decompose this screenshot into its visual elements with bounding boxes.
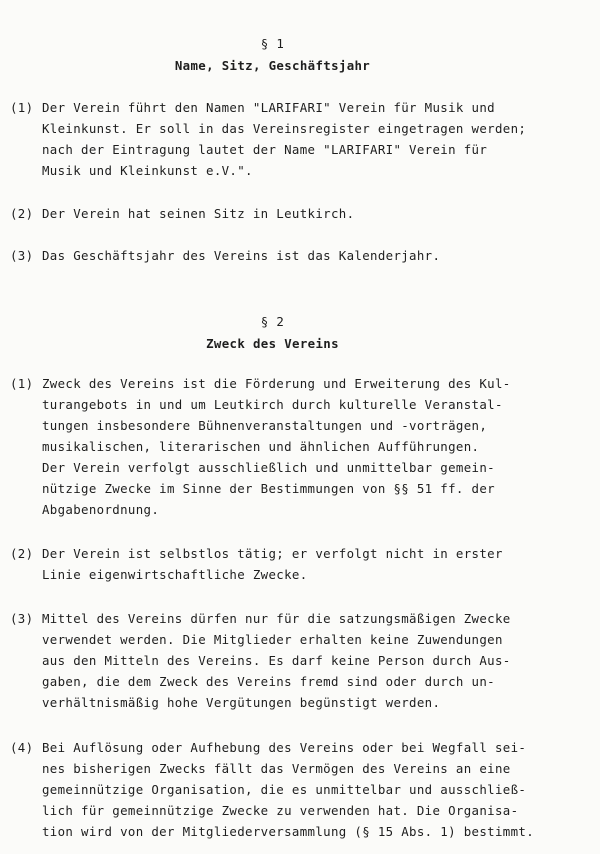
paragraph-line: Der Verein führt den Namen "LARIFARI" Verein für Musik und [42, 100, 495, 115]
section-2-title: Zweck des Vereins [206, 336, 339, 351]
section-1-title: Name, Sitz, Geschäftsjahr [174, 58, 371, 73]
paragraph-line: musikalischen, literarischen und ähnlichen Aufführungen. [42, 439, 480, 454]
paragraph-line: Abgabenordnung. [42, 502, 160, 517]
paragraph-line: verwendet werden. Die Mitglieder erhalten keine Zuwendungen [42, 632, 503, 647]
paragraph-line: verhältnismäßig hohe Vergütungen begünstigt werden. [42, 695, 441, 710]
paragraph-line: Der Verein ist selbstlos tätig; er verfolgt nicht in erster [42, 546, 503, 561]
paragraph-number: (4) [10, 740, 34, 755]
paragraph-line: aus den Mitteln des Vereins. Es darf keine Person durch Aus- [42, 653, 511, 668]
paragraph-line: nes bisherigen Zwecks fällt das Vermögen des Vereins an eine [42, 761, 511, 776]
paragraph-line: turangebots in und um Leutkirch durch kulturelle Veranstal- [42, 397, 503, 412]
section-2-number: § 2 [260, 314, 285, 329]
paragraph-line: tungen insbesondere Bühnenveranstaltungen und -vorträgen, [42, 418, 488, 433]
paragraph-line: Bei Auflösung oder Aufhebung des Vereins oder bei Wegfall sei- [42, 740, 527, 755]
paragraph-line: Das Geschäftsjahr des Vereins ist das Kalenderjahr. [42, 248, 441, 263]
paragraph-line: gaben, die dem Zweck des Vereins fremd sind oder durch un- [42, 674, 495, 689]
paragraph-line: nützige Zwecke im Sinne der Bestimmungen von §§ 51 ff. der [42, 481, 495, 496]
paragraph-line: Der Verein verfolgt ausschließlich und unmittelbar gemein- [42, 460, 495, 475]
paragraph-line: Zweck des Vereins ist die Förderung und Erweiterung des Kul- [42, 376, 511, 391]
paragraph-line: Der Verein hat seinen Sitz in Leutkirch. [42, 206, 355, 221]
paragraph-line: lich für gemeinnützige Zwecke zu verwenden hat. Die Organisa- [42, 803, 519, 818]
paragraph-line: Mittel des Vereins dürfen nur für die satzungsmäßigen Zwecke [42, 611, 511, 626]
paragraph-line: tion wird von der Mitgliederversammlung (§ 15 Abs. 1) bestimmt. [42, 824, 535, 839]
paragraph-number: (1) [10, 376, 34, 391]
paragraph-number: (3) [10, 248, 34, 263]
paragraph-line: nach der Eintragung lautet der Name "LARIFARI" Verein für [42, 142, 488, 157]
paragraph-line: Musik und Kleinkunst e.V.". [42, 163, 253, 178]
section-1-number: § 1 [260, 36, 285, 51]
paragraph-number: (3) [10, 611, 34, 626]
paragraph-number: (1) [10, 100, 34, 115]
paragraph-line: Linie eigenwirtschaftliche Zwecke. [42, 567, 308, 582]
paragraph-number: (2) [10, 546, 34, 561]
paragraph-line: Kleinkunst. Er soll in das Vereinsregister eingetragen werden; [42, 121, 527, 136]
paragraph-line: gemeinnützige Organisation, die es unmittelbar und ausschließ- [42, 782, 527, 797]
paragraph-number: (2) [10, 206, 34, 221]
